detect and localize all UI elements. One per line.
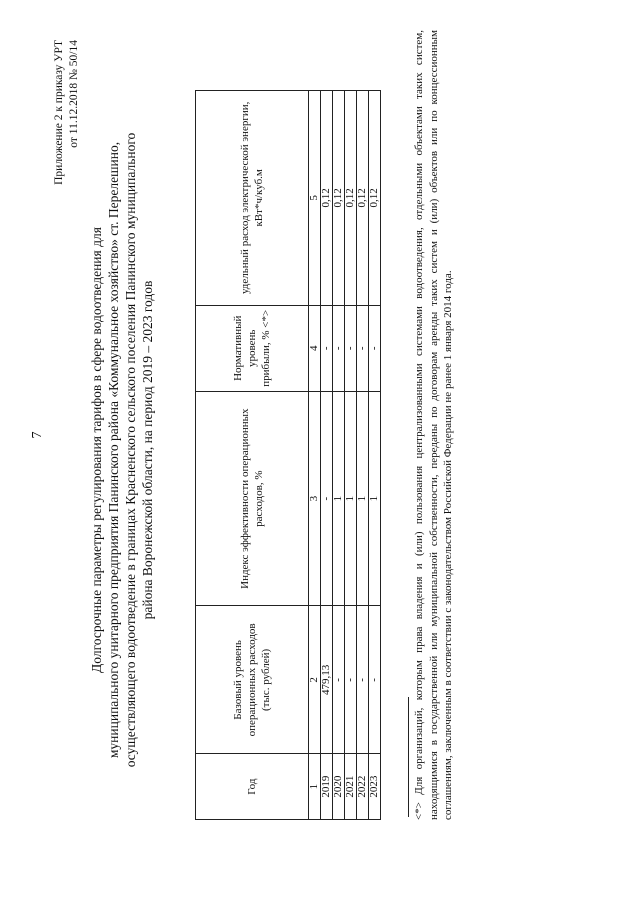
- table-header-row: [196, 91, 309, 820]
- footnote: <*> Для организаций, которым права владения и (или) пользования централизованными системами водоотведения, отдельными объектами таких систем, находящимися в государственной или муниципальной собственности, переданы по договорам аренды таких систем и (или) объектов или по концессионным соглашениям, заключенным в соответствии с законодательством Российской Федерации не ранее 1 января 2014 года.: [413, 30, 454, 820]
- cell-base-opex: -: [345, 606, 357, 754]
- cell-efficiency-index: 1: [369, 391, 381, 606]
- cell-efficiency-index: -: [321, 391, 333, 606]
- cell-year: 2021: [345, 754, 357, 820]
- cell-specific-energy: 0,12: [345, 91, 357, 306]
- cell-year: 2022: [357, 754, 369, 820]
- tariff-parameters-table: [195, 90, 381, 820]
- title-line: Долгосрочные параметры регулирования тарифов в сфере водоотведения для: [89, 227, 104, 673]
- cell-year: 2023: [369, 754, 381, 820]
- cell-normative-profit: -: [333, 305, 345, 391]
- column-number-row: [309, 91, 321, 820]
- cell-specific-energy: 0,12: [369, 91, 381, 306]
- cell-efficiency-index: 1: [345, 391, 357, 606]
- cell-efficiency-index: 1: [333, 391, 345, 606]
- column-number: 1: [309, 754, 321, 820]
- cell-normative-profit: -: [357, 305, 369, 391]
- cell-specific-energy: 0,12: [357, 91, 369, 306]
- cell-base-opex: -: [369, 606, 381, 754]
- title-line: осуществляющего водоотведение в границах Красненского сельского поселения Панинского муниципального: [123, 132, 138, 768]
- page-number: 7: [30, 431, 45, 439]
- cell-normative-profit: -: [369, 305, 381, 391]
- appendix-date-line: от 11.12.2018 № 50/14: [68, 40, 80, 148]
- cell-year: 2020: [333, 754, 345, 820]
- appendix-line: Приложение 2 к приказу УРТ: [53, 40, 65, 185]
- cell-specific-energy: 0,12: [333, 91, 345, 306]
- table-row: [345, 91, 357, 820]
- title-line: муниципального унитарного предприятия Панинского района «Коммунальное хозяйство» ст. Перелешино,: [106, 141, 121, 759]
- cell-specific-energy: 0,12: [321, 91, 333, 306]
- document-title: [88, 65, 156, 835]
- cell-normative-profit: -: [345, 305, 357, 391]
- cell-efficiency-index: 1: [357, 391, 369, 606]
- table-row: [357, 91, 369, 820]
- cell-base-opex: -: [357, 606, 369, 754]
- column-number: 4: [309, 305, 321, 391]
- table-row: [333, 91, 345, 820]
- header-year: Год: [196, 754, 309, 820]
- header-specific-energy: удельный расход электрической энергии, кВт*ч/куб.м: [196, 91, 309, 306]
- cell-normative-profit: -: [321, 305, 333, 391]
- table-row: [369, 91, 381, 820]
- table-row: [321, 91, 333, 820]
- footnote-separator: [408, 697, 409, 817]
- column-number: 5: [309, 91, 321, 306]
- header-normative-profit: Нормативный уровень прибыли, % <*>: [196, 305, 309, 391]
- header-base-opex: Базовый уровень операционных расходов (тыс. рублей): [196, 606, 309, 754]
- cell-base-opex: 479,13: [321, 606, 333, 754]
- appendix-note: [52, 40, 82, 300]
- title-line: района Воронежской области, на период 2019 – 2023 годов: [140, 280, 155, 620]
- column-number: 2: [309, 606, 321, 754]
- cell-base-opex: -: [333, 606, 345, 754]
- header-efficiency-index: Индекс эффективности операционных расходов, %: [196, 391, 309, 606]
- column-number: 3: [309, 391, 321, 606]
- cell-year: 2019: [321, 754, 333, 820]
